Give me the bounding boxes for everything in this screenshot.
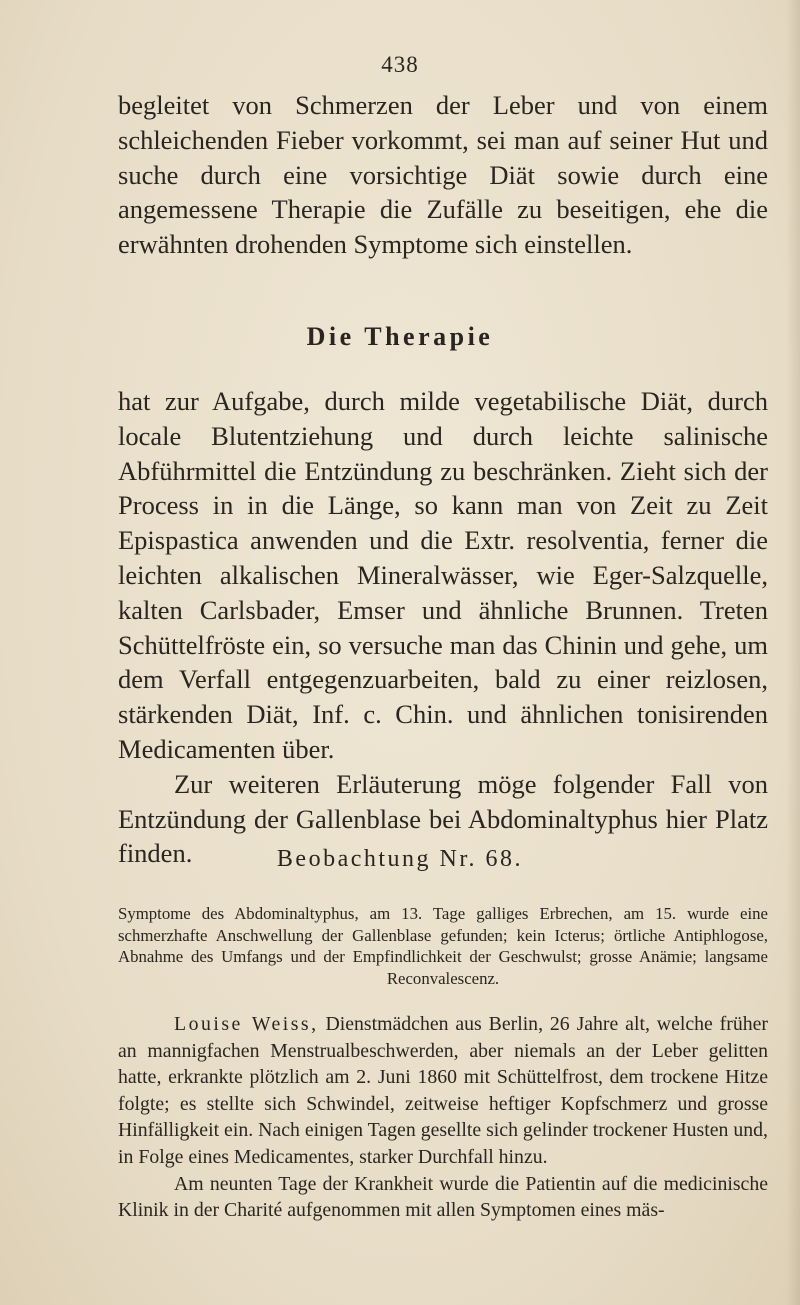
- therapie-paragraph-2: Zur weiteren Erläuterung möge folgender Fall von Entzündung der Gallenblase bei Abdominaltyphus hier Platz finden.: [118, 768, 768, 869]
- observation-heading: Beobachtung Nr. 68.: [276, 846, 524, 872]
- section-heading-therapie: Die Therapie: [306, 322, 494, 351]
- therapie-text-block: [118, 384, 768, 871]
- intro-paragraph: begleitet von Schmerzen der Leber und von einem schleichenden Fieber vorkommt, sei man auf seiner Hut und suche durch eine vorsichtige Diät sowie durch eine angemessene Therapie die Zufälle zu beseitigen, ehe die erwähnten drohenden Symptome sich einstellen.: [118, 90, 768, 260]
- case-paragraph-1-text: Dienstmädchen aus Berlin, 26 Jahre alt, welche früher an mannigfachen Menstrualbeschwerden, aber niemals an der Leber gelitten hatte, erkrankte plötzlich am 2. Juni 1860 mit Schüttelfrost, dem trockene Hitze folgte; es stellte sich Schwindel, zeitweise heftiger Kopfschmerz und grosse Hinfälligkeit ein. Nach einigen Tagen gesellte sich gelinder trockener Husten und, in Folge eines Medicamentes, starker Durchfall hinzu.: [118, 1013, 768, 1168]
- page-number: 438: [381, 52, 419, 77]
- case-paragraph-1: [118, 1011, 768, 1171]
- case-report-block: [118, 1011, 768, 1224]
- patient-name: Louise Weiss,: [174, 1013, 319, 1035]
- intro-text-block: [118, 88, 768, 262]
- therapie-paragraph-1: hat zur Aufgabe, durch milde vegetabilische Diät, durch locale Blutentziehung und durch leichte salinische Abführmittel die Entzündung zu beschränken. Zieht sich der Process in in die Länge, so kann man von Zeit zu Zeit Epispastica anwenden und die Extr. resolventia, ferner die leichten alkalischen Mineralwässer, wie Eger-Salzquelle, kalten Carlsbader, Emser und ähnliche Brunnen. Treten Schüttelfröste ein, so versuche man das Chinin und gehe, um dem Verfall entgegenzuarbeiten, bald zu einer reizlosen, stärkenden Diät, Inf. c. Chin. und ähnlichen tonisirenden Medicamenten über.: [118, 386, 768, 764]
- case-paragraph-2: Am neunten Tage der Krankheit wurde die Patientin auf die medicinische Klinik in der Charité aufgenommen mit allen Symptomen eines mäs-: [118, 1172, 768, 1222]
- page-edge-shadow: [786, 0, 800, 1305]
- observation-summary: Symptome des Abdominaltyphus, am 13. Tage galliges Erbrechen, am 15. wurde eine schmerzhafte Anschwellung der Gallenblase gefunden; kein Icterus; örtliche Antiphlogose, Abnahme des Umfangs und der Empfindlichkeit der Geschwulst; grosse Anämie; langsame Reconvalescenz.: [118, 904, 768, 988]
